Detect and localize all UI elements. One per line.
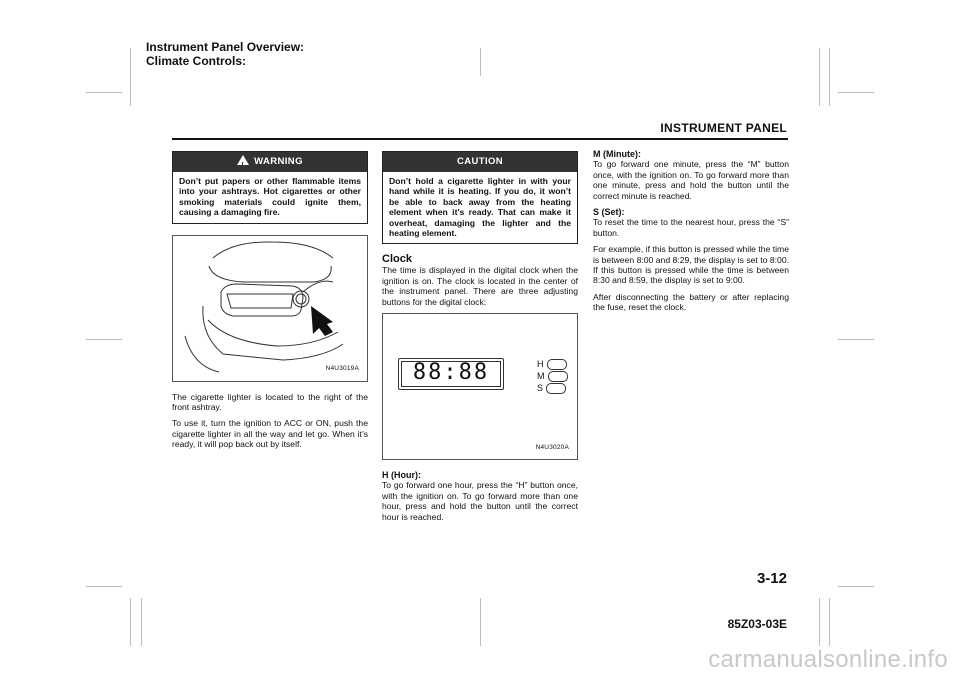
paragraph: For example, if this button is pressed while the time is between 8:00 and 8:29, the display is set to 8:00. If this button is pressed while the time is between 8:30 and 8:59, the display is set to 9:00. <box>593 244 789 286</box>
caution-text: Don’t hold a cigarette lighter in with your hand while it is heating. If you do, it won’t be able to back away from the heating element when it’s ready. That can make it overheat, damaging the lighter and the heating element. <box>389 176 571 239</box>
crop-mark <box>829 598 830 646</box>
crop-mark <box>480 48 481 76</box>
header-rule <box>172 138 788 140</box>
crop-mark <box>130 598 131 646</box>
crop-mark <box>86 92 122 93</box>
digital-clock-figure <box>382 313 578 460</box>
hour-section <box>382 470 578 522</box>
minute-heading: M (Minute): <box>593 149 641 159</box>
crop-mark <box>819 598 820 646</box>
crop-mark <box>838 339 874 340</box>
crop-mark <box>829 48 830 106</box>
clock-button-label: H <box>537 359 544 370</box>
caution-title: CAUTION <box>383 152 577 172</box>
crop-mark <box>838 92 874 93</box>
warning-title: WARNING <box>254 156 303 167</box>
clock-display-frame <box>398 358 504 390</box>
set-heading: S (Set): <box>593 207 625 218</box>
figure-code: N4U3020A <box>535 443 569 451</box>
crop-mark <box>480 598 481 646</box>
crop-mark <box>819 48 820 106</box>
clock-heading: Clock <box>382 253 412 266</box>
clock-section <box>382 254 578 307</box>
document-code: 85Z03-03E <box>727 617 787 631</box>
crop-mark <box>838 586 874 587</box>
crop-mark <box>141 598 142 646</box>
clock-button-m[interactable] <box>537 370 568 382</box>
clock-buttons <box>537 358 568 394</box>
paragraph: After disconnecting the battery or after replacing the fuse, reset the clock. <box>593 291 789 313</box>
middle-column <box>382 151 578 528</box>
paragraph: The time is displayed in the digital clock when the ignition is on. The clock is located in the center of the instrument panel. There are three adjusting buttons for the digital clock: <box>382 265 578 307</box>
warning-icon <box>237 155 249 165</box>
hour-heading: H (Hour): <box>382 470 421 481</box>
watermark: carmanualsonline.info <box>708 646 948 673</box>
paragraph: To go forward one minute, press the “M” button once, with the ignition on. To go forward more than one minute, press and hold the button until the correct minute is reached. <box>593 159 789 201</box>
paragraph: To go forward one hour, press the “H” button once, with the ignition on. To go forward more than one hour, press and hold the button until the correct hour is reached. <box>382 480 578 522</box>
document-title <box>146 40 304 68</box>
document-title-line: Instrument Panel Overview: <box>146 40 305 54</box>
paragraph: To use it, turn the ignition to ACC or ON, push the cigarette lighter in all the way and let go. When it’s ready, it will pop back out by itself. <box>172 418 368 450</box>
cigarette-lighter-figure <box>172 235 368 382</box>
cigarette-lighter-illustration <box>173 236 367 379</box>
clock-display: 88:88 <box>401 361 501 387</box>
caution-box <box>382 151 578 244</box>
warning-header <box>173 152 367 172</box>
page-number: 3-12 <box>756 570 787 587</box>
crop-mark <box>86 586 122 587</box>
left-column <box>172 151 368 456</box>
crop-mark <box>130 48 131 106</box>
section-title: INSTRUMENT PANEL <box>660 121 787 135</box>
clock-button-h[interactable] <box>537 358 568 370</box>
paragraph: To reset the time to the nearest hour, press the “S” button. <box>593 217 789 238</box>
clock-button-label: S <box>537 383 544 394</box>
clock-button-s[interactable] <box>537 382 568 394</box>
paragraph: The cigarette lighter is located to the right of the front ashtray. <box>172 391 368 413</box>
clock-button-label: M <box>537 371 545 382</box>
document-title-line: Climate Controls: <box>146 54 247 68</box>
warning-text: Don’t put papers or other flammable items into your ashtrays. Hot cigarettes or other smoking materials could ignite them, causing a damaging fire. <box>179 176 361 218</box>
crop-mark <box>86 339 122 340</box>
figure-code: N4U3019A <box>325 365 359 373</box>
warning-box <box>172 151 368 224</box>
right-column <box>593 149 789 319</box>
